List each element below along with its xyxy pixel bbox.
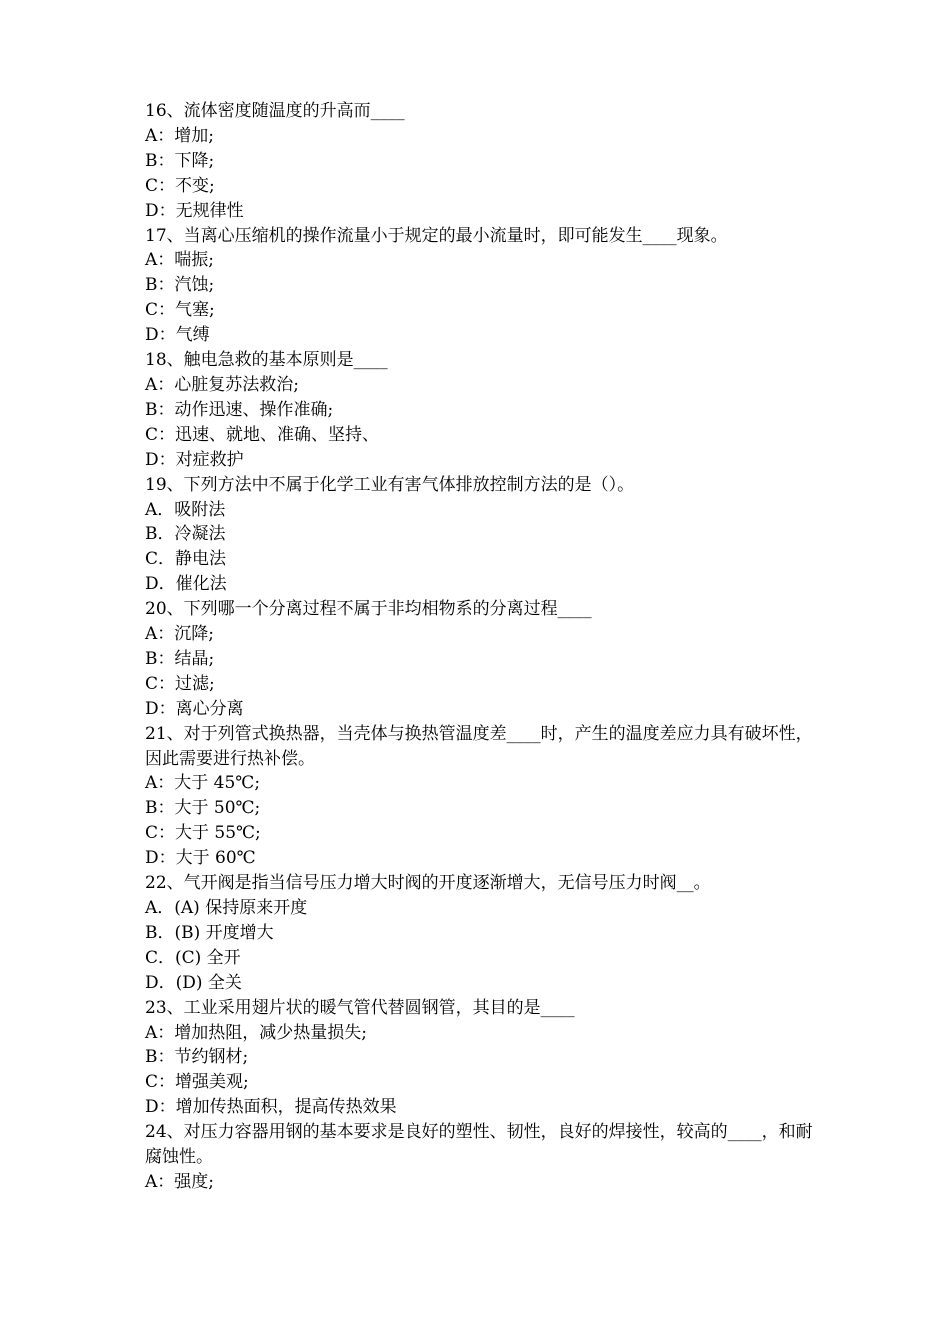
option-a: A：大于 45℃; bbox=[145, 773, 261, 794]
option-c: C：大于 55℃; bbox=[145, 823, 261, 844]
option-d: D：对症救护 bbox=[145, 449, 244, 470]
question-text: 23、工业采用翅片状的暖气管代替圆钢管，其目的是____ bbox=[145, 997, 575, 1018]
option-b: B：结晶; bbox=[145, 648, 215, 669]
option-c: C：过滤; bbox=[145, 673, 215, 694]
option-a: A：心脏复苏法救治; bbox=[145, 374, 300, 395]
question-20 bbox=[145, 597, 815, 722]
question-17 bbox=[145, 224, 815, 349]
question-text: 20、下列哪一个分离过程不属于非均相物系的分离过程____ bbox=[145, 599, 592, 620]
option-c: C：增强美观; bbox=[145, 1072, 249, 1093]
option-c: C．静电法 bbox=[145, 549, 227, 570]
option-d: D．催化法 bbox=[145, 574, 227, 595]
question-24 bbox=[145, 1120, 815, 1195]
question-list bbox=[145, 99, 815, 1195]
option-b: B：节约钢材; bbox=[145, 1047, 249, 1068]
option-d: D：无规律性 bbox=[145, 200, 244, 221]
option-c: C：气塞; bbox=[145, 300, 215, 321]
question-16 bbox=[145, 99, 815, 224]
option-a: A：强度; bbox=[145, 1171, 215, 1192]
option-c: C．(C) 全开 bbox=[145, 947, 241, 968]
option-a: A：喘振; bbox=[145, 250, 215, 271]
option-a: A：增加; bbox=[145, 125, 215, 146]
question-text: 21、对于列管式换热器，当壳体与换热管温度差____时，产生的温度差应力具有破坏性，因此需要进行热补偿。 bbox=[145, 723, 813, 769]
option-b: B．(B) 开度增大 bbox=[145, 922, 274, 943]
question-18 bbox=[145, 348, 815, 473]
question-19 bbox=[145, 473, 815, 598]
option-d: D：增加传热面积，提高传热效果 bbox=[145, 1097, 397, 1118]
option-b: B：汽蚀; bbox=[145, 275, 215, 296]
question-23 bbox=[145, 996, 815, 1121]
option-c: C：不变; bbox=[145, 175, 215, 196]
option-b: B．冷凝法 bbox=[145, 524, 226, 545]
question-text: 22、气开阀是指当信号压力增大时阀的开度逐渐增大，无信号压力时阀__。 bbox=[145, 873, 711, 894]
option-c: C：迅速、就地、准确、坚持、 bbox=[145, 424, 380, 445]
option-a: A：增加热阻，减少热量损失; bbox=[145, 1022, 368, 1043]
question-22 bbox=[145, 871, 815, 996]
option-d: D．(D) 全关 bbox=[145, 972, 242, 993]
option-a: A：沉降; bbox=[145, 624, 215, 645]
option-b: B：下降; bbox=[145, 150, 215, 171]
option-a: A．吸附法 bbox=[145, 499, 226, 520]
option-b: B：大于 50℃; bbox=[145, 798, 261, 819]
option-d: D：离心分离 bbox=[145, 698, 244, 719]
option-a: A．(A) 保持原来开度 bbox=[145, 898, 308, 918]
question-text: 19、下列方法中不属于化学工业有害气体排放控制方法的是（）。 bbox=[145, 474, 635, 495]
question-text: 16、流体密度随温度的升高而____ bbox=[145, 101, 405, 121]
question-text: 24、对压力容器用钢的基本要求是良好的塑性、韧性，良好的焊接性，较高的____，和耐腐蚀性。 bbox=[145, 1122, 813, 1168]
question-21 bbox=[145, 722, 815, 871]
option-d: D：大于 60℃ bbox=[145, 848, 256, 869]
option-b: B：动作迅速、操作准确; bbox=[145, 399, 334, 420]
question-text: 18、触电急救的基本原则是____ bbox=[145, 350, 388, 371]
question-text: 17、当离心压缩机的操作流量小于规定的最小流量时，即可能发生____现象。 bbox=[145, 225, 728, 246]
option-d: D：气缚 bbox=[145, 325, 210, 346]
